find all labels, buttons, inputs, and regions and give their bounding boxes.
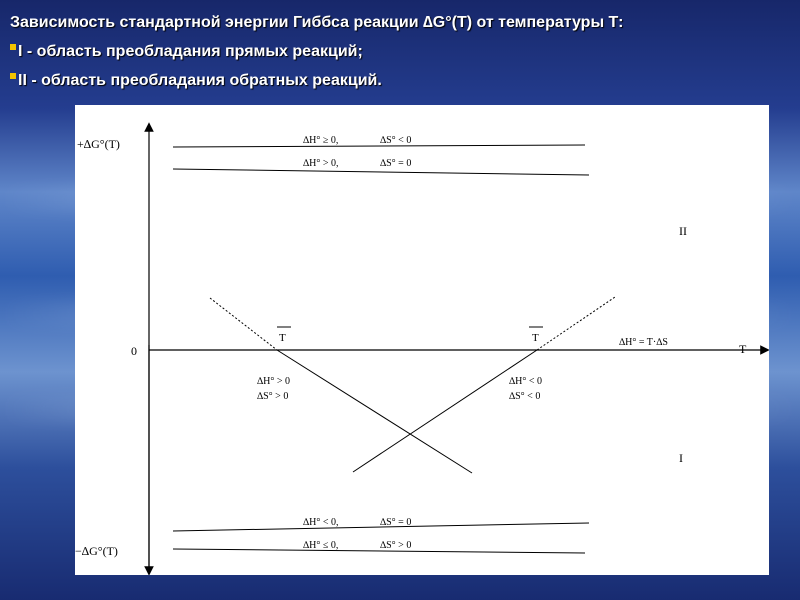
top-line-1: [173, 145, 585, 147]
bottom-line-2: [173, 549, 585, 553]
bottom-line-2-dh: ∆H° ≤ 0,: [303, 540, 339, 551]
slide-heading: [10, 8, 790, 95]
gibbs-diagram: [75, 105, 769, 575]
right-cond-dh: ∆H° < 0: [509, 376, 542, 387]
left-cond-dh: ∆H° > 0: [257, 376, 290, 387]
equality-label: ∆H° = T·∆S: [619, 337, 668, 348]
bullet-icon: [10, 44, 16, 50]
diagram-panel: [75, 105, 769, 575]
right-cond-ds: ∆S° < 0: [509, 391, 541, 402]
top-line-1-dh: ∆H° ≥ 0,: [303, 135, 339, 146]
top-line-1-ds: ∆S° < 0: [380, 135, 412, 146]
top-line-2-dh: ∆H° > 0,: [303, 158, 339, 169]
line-dh-pos-ds-pos: [277, 350, 472, 473]
bottom-line-2-ds: ∆S° > 0: [380, 540, 412, 551]
line-dh-neg-ds-neg: [353, 350, 537, 472]
slide-title: Зависимость стандартной энергии Гиббса реакции ∆G°(T) от температуры Т:: [10, 14, 624, 31]
zero-label: 0: [131, 344, 137, 358]
x-axis-label: T: [739, 342, 747, 356]
top-line-2-ds: ∆S° = 0: [380, 158, 412, 169]
bullet-item-2: [10, 66, 790, 95]
bullet-item-1: [10, 37, 790, 66]
line-dh-pos-ds-pos-extension: [210, 298, 277, 350]
top-line-2: [173, 169, 589, 175]
region-I-label: I: [679, 451, 683, 465]
bottom-line-1-dh: ∆H° < 0,: [303, 517, 339, 528]
y-axis-bottom-label: −∆G°(T): [75, 544, 118, 558]
bullet-text-1: I - область преобладания прямых реакций;: [18, 43, 363, 60]
bottom-line-1-ds: ∆S° = 0: [380, 517, 412, 528]
line-dh-neg-ds-neg-extension: [537, 297, 615, 350]
bullet-text-2: II - область преобладания обратных реакций.: [18, 72, 382, 89]
y-axis-top-label: +∆G°(T): [77, 137, 120, 151]
region-II-label: II: [679, 224, 687, 238]
t-right-label: T: [532, 332, 539, 344]
left-cond-ds: ∆S° > 0: [257, 391, 289, 402]
bullet-icon: [10, 73, 16, 79]
t-left-label: T: [279, 332, 286, 344]
